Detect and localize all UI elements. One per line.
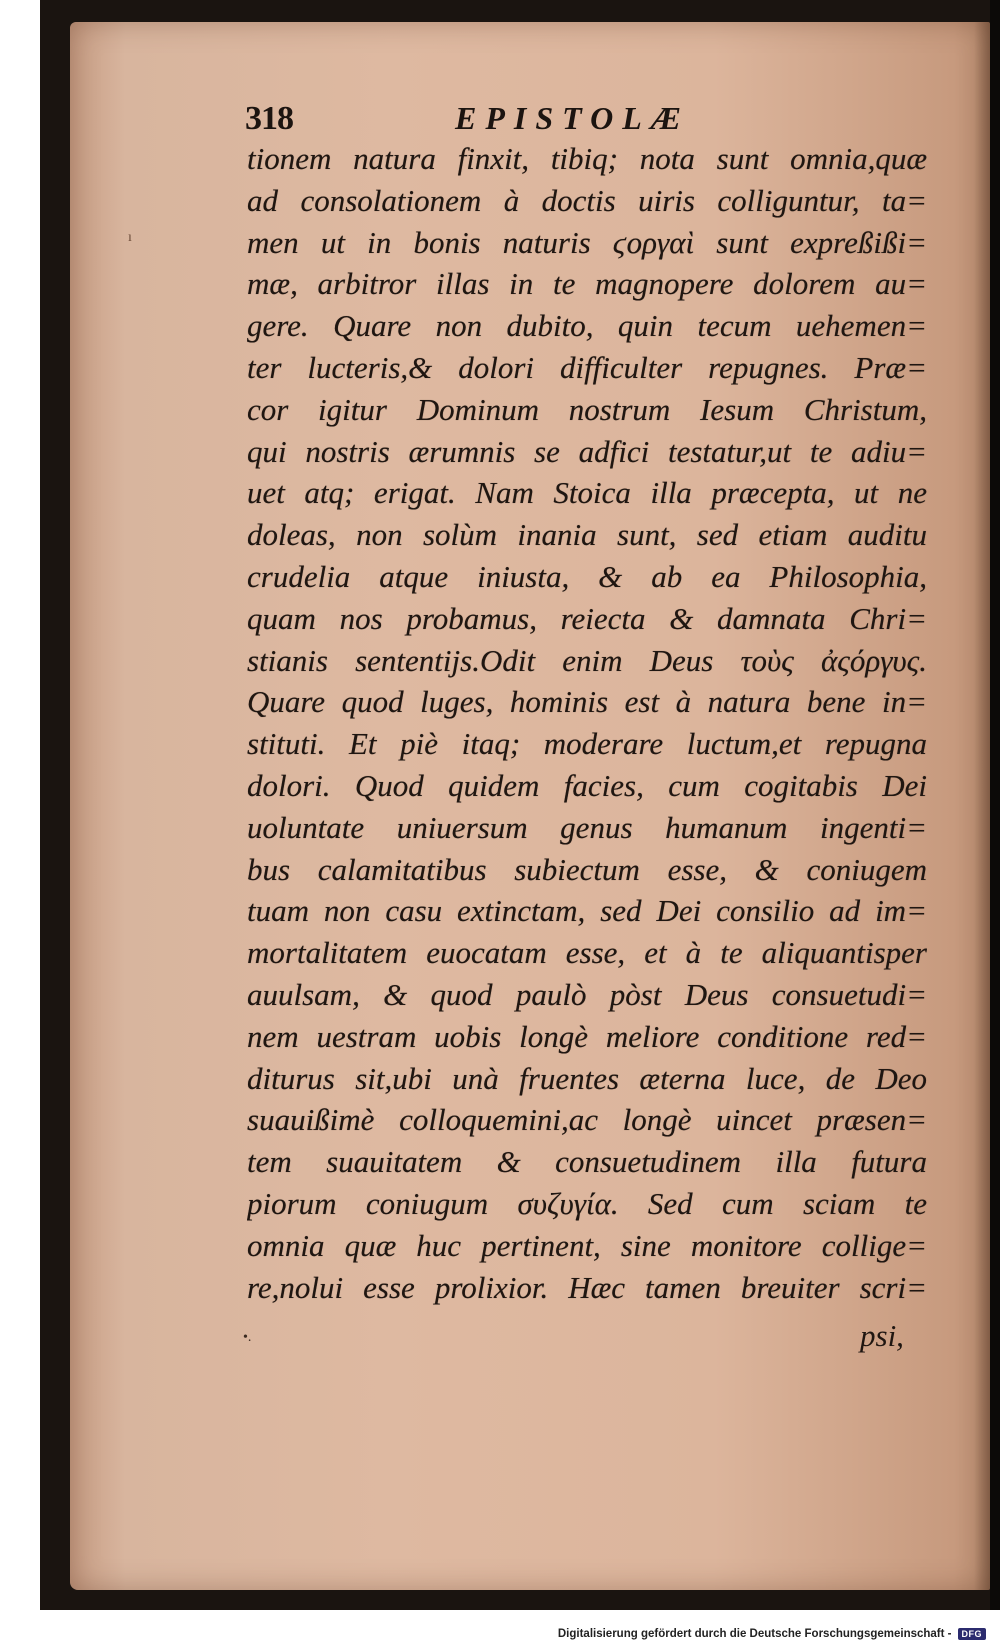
text-line: bus calamitatibus subiectum esse, & coniugem <box>247 851 927 887</box>
text-line: ter lucteris,& dolori difficulter repugnes. Præ= <box>247 349 927 385</box>
text-line: tem suauitatem & consuetudinem illa futura <box>247 1144 927 1180</box>
text-line: re,nolui esse prolixior. Hæc tamen breuiter scri= <box>247 1269 927 1305</box>
book-edge <box>990 0 1000 1610</box>
text-line: tionem natura finxit, tibiq; nota sunt omnia,quæ <box>247 141 927 176</box>
text-line: doleas, non solùm inania sunt, sed etiam auditu <box>247 517 927 553</box>
credit-text: Digitalisierung gefördert durch die Deutsche Forschungsgemeinschaft - <box>557 1628 952 1640</box>
text-line: tuam non casu extinctam, sed Dei consilio ad im= <box>247 893 927 929</box>
text-line: piorum coniugum συζυγία. Sed cum sciam te <box>247 1185 927 1221</box>
text-line: nem uestram uobis longè meliore conditione red= <box>247 1018 927 1054</box>
text-line: diturus sit,ubi unà fruentes æterna luce, de Deo <box>247 1060 927 1096</box>
page-gutter-shadow <box>974 22 990 1590</box>
text-line: uet atq; erigat. Nam Stoica illa præcepta, ut ne <box>247 475 927 511</box>
page-number: 318 <box>245 100 293 137</box>
text-line: ad consolationem à doctis uiris colliguntur, ta= <box>247 182 927 218</box>
ink-speck: •. <box>243 1330 252 1345</box>
text-line: uoluntate uniuersum genus humanum ingenti= <box>247 809 927 845</box>
catchword: psi, <box>860 1318 904 1353</box>
text-line: dolori. Quod quidem facies, cum cogitabis Dei <box>247 767 927 803</box>
text-line: omnia quæ huc pertinent, sine monitore collige= <box>247 1227 927 1263</box>
ink-speck: ı <box>128 230 132 245</box>
text-line: quam nos probamus, reiecta & damnata Chri= <box>247 600 927 636</box>
digitization-credit <box>558 1628 986 1640</box>
text-line: stianis sententijs.Odit enim Deus τοὺς ἀςόργυς. <box>247 642 927 678</box>
text-line: stituti. Et piè itaq; moderare luctum,et repugna <box>247 726 927 762</box>
text-line: auulsam, & quod paulò pòst Deus consuetudi= <box>247 976 927 1012</box>
running-head: EPISTOLÆ <box>455 100 690 136</box>
text-line: suauißimè colloquemini,ac longè uincet præsen= <box>247 1102 927 1138</box>
text-line: mæ, arbitror illas in te magnopere dolorem au= <box>247 266 927 302</box>
text-line: Quare quod luges, hominis est à natura bene in= <box>247 684 927 720</box>
text-line: mortalitatem euocatam esse, et à te aliquantisper <box>247 935 927 971</box>
text-line: gere. Quare non dubito, quin tecum uehemen= <box>247 308 927 344</box>
text-line: crudelia atque iniusta, & ab ea Philosophia, <box>247 558 927 594</box>
text-line: cor igitur Dominum nostrum Iesum Christum, <box>247 391 927 427</box>
dfg-logo-icon: DFG <box>958 1628 987 1640</box>
text-line: qui nostris ærumnis se adfici testatur,ut te adiu= <box>247 433 927 469</box>
text-line: men ut in bonis naturis ϛοργαὶ sunt expreßißi= <box>247 224 927 260</box>
body-text <box>247 138 927 1308</box>
